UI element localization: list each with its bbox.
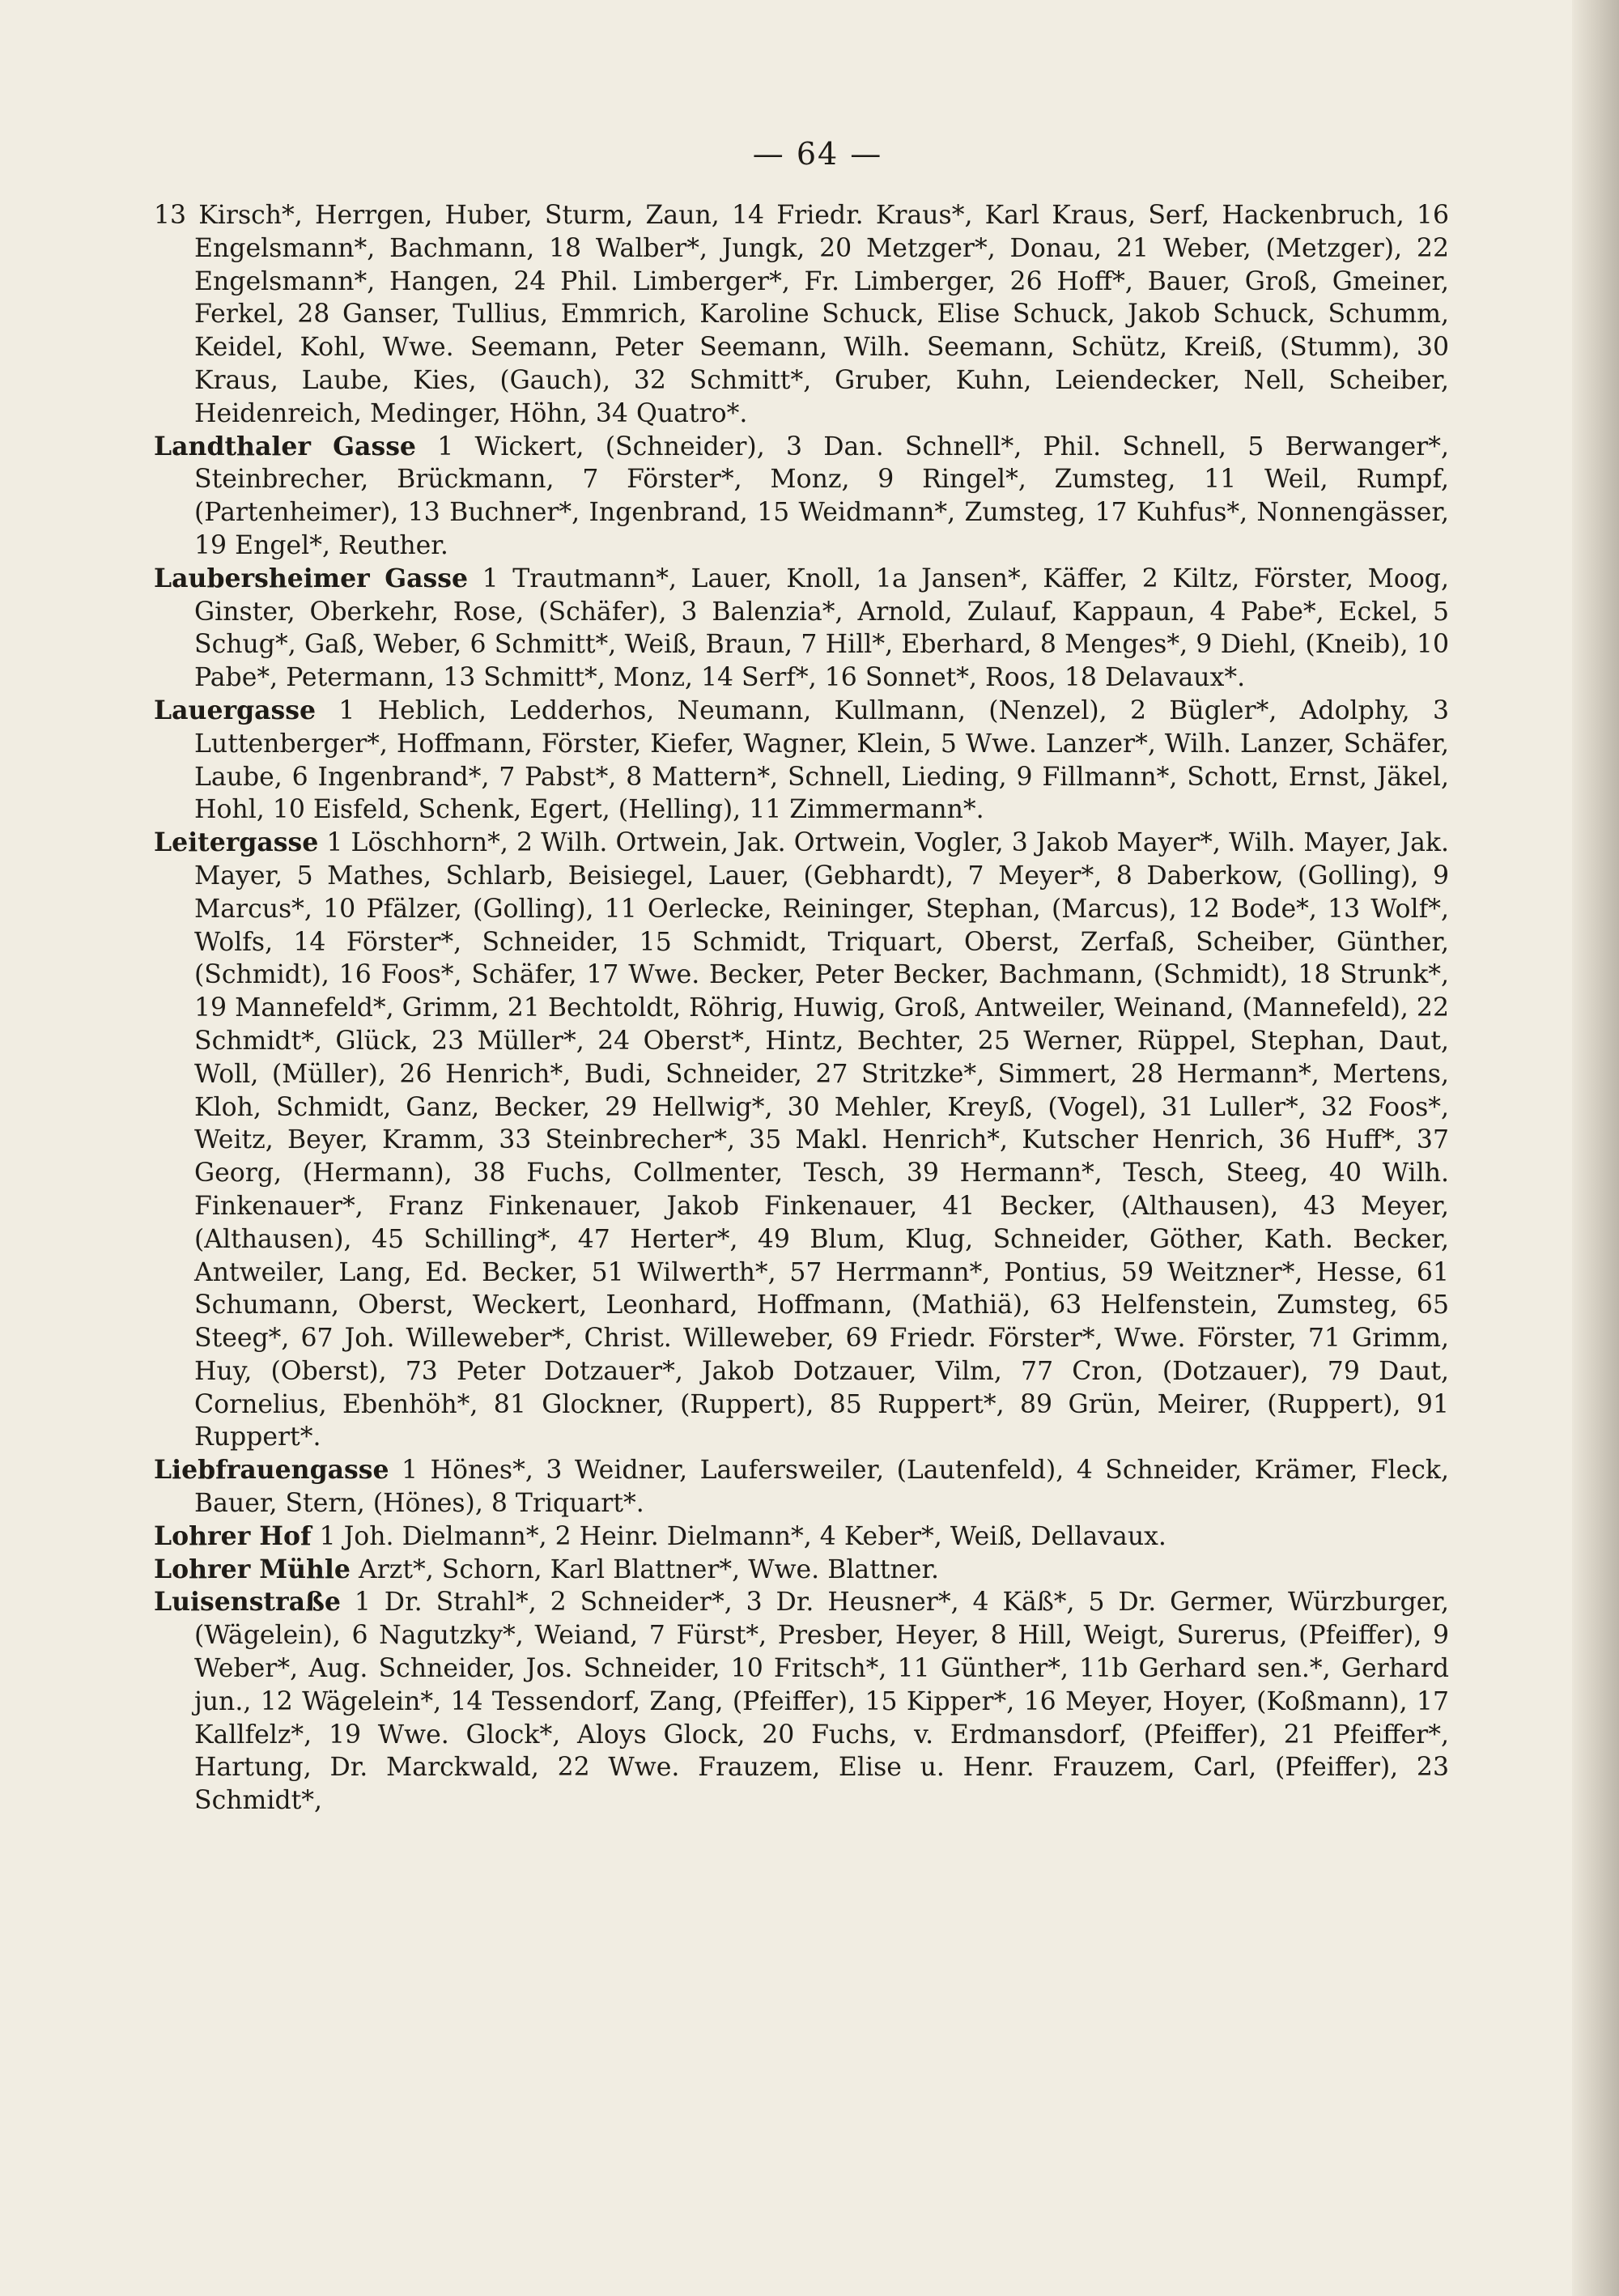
- entry-text: 1 Wickert, (Schneider), 3 Dan. Schnell*, Phil. Schnell, 5 Berwanger*, Steinbrecher, Brückmann, 7 Förster*, Monz, 9 Ringel*, Zumsteg, 11 Weil, Rumpf, (Partenheimer), 13 Buchner*, Ingenbrand, 15 Weidmann*, Zumsteg, 17 Kuhfus*, Nonnengässer, 19 Engel*, Reuther.: [194, 432, 1449, 560]
- entry-landthaler-gasse: [154, 431, 1449, 563]
- street-heading: Lohrer Hof: [154, 1520, 312, 1551]
- entry-text: 1 Heblich, Ledderhos, Neumann, Kullmann, (Nenzel), 2 Bügler*, Adolphy, 3 Luttenberger*, Hoffmann, Förster, Kiefer, Wagner, Klein, 5 Wwe. Lanzer*, Wilh. Lanzer, Schäfer, Laube, 6 Ingenbrand*, 7 Pabst*, 8 Mattern*, Schnell, Lieding, 9 Fillmann*, Schott, Ernst, Jäkel, Hohl, 10 Eisfeld, Schenk, Egert, (Helling), 11 Zimmermann*.: [194, 695, 1449, 825]
- entry-lohrer-muehle: [154, 1554, 1449, 1587]
- page-number: — 64 —: [752, 136, 883, 172]
- entry-text: 1 Löschhorn*, 2 Wilh. Ortwein, Jak. Ortwein, Vogler, 3 Jakob Mayer*, Wilh. Mayer, Jak. Mayer, 5 Mathes, Schlarb, Beisiegel, Lauer, (Gebhardt), 7 Meyer*, 8 Daberkow, (Golling), 9 Marcus*, 10 Pfälzer, (Golling), 11 Oerlecke, Reininger, Stephan, (Marcus), 12 Bode*, 13 Wolf*, Wolfs, 14 Förster*, Schneider, 15 Schmidt, Triquart, Oberst, Zerfaß, Scheiber, Günther, (Schmidt), 16 Foos*, Schäfer, 17 Wwe. Becker, Peter Becker, Bachmann, (Schmidt), 18 Strunk*, 19 Mannefeld*, Grimm, 21 Bechtoldt, Röhrig, Huwig, Groß, Antweiler, Weinand, (Mannefeld), 22 Schmidt*, Glück, 23 Müller*, 24 Oberst*, Hintz, Bechter, 25 Werner, Rüppel, Stephan, Daut, Woll, (Müller), 26 Henrich*, Budi, Schneider, 27 Stritzke*, Simmert, 28 Hermann*, Mertens, Kloh, Schmidt, Ganz, Becker, 29 Hellwig*, 30 Mehler, Kreyß, (Vogel), 31 Luller*, 32 Foos*, Weitz, Beyer, Kramm, 33 Steinbrecher*, 35 Makl. Henrich*, Kutscher Henrich, 36 Huff*, 37 Georg, (Hermann), 38 Fuchs, Collmenter, Tesch, 39 Hermann*, Tesch, Steeg, 40 Wilh. Finkenauer*, Franz Finkenauer, Jakob Finkenauer, 41 Becker, (Althausen), 43 Meyer, (Althausen), 45 Schilling*, 47 Herter*, 49 Blum, Klug, Schneider, Göther, Kath. Becker, Antweiler, Lang, Ed. Becker, 51 Wilwerth*, 57 Herrmann*, Pontius, 59 Weitzner*, Hesse, 61 Schumann, Oberst, Weckert, Leonhard, Hoffmann, (Mathiä), 63 Helfenstein, Zumsteg, 65 Steeg*, 67 Joh. Willeweber*, Christ. Willeweber, 69 Friedr. Förster*, Wwe. Förster, 71 Grimm, Huy, (Oberst), 73 Peter Dotzauer*, Jakob Dotzauer, Vilm, 77 Cron, (Dotzauer), 79 Daut, Cornelius, Ebenhöh*, 81 Glockner, (Ruppert), 85 Ruppert*, 89 Grün, Meirer, (Ruppert), 91 Ruppert*.: [194, 828, 1450, 1452]
- entry-text: Arzt*, Schorn, Karl Blattner*, Wwe. Blattner.: [358, 1554, 940, 1584]
- street-heading: Lauergasse: [154, 695, 317, 725]
- entry-text: 1 Joh. Dielmann*, 2 Heinr. Dielmann*, 4 Keber*, Weiß, Dellavaux.: [319, 1521, 1166, 1551]
- entry-lauergasse: [154, 695, 1449, 827]
- street-heading: Leitergasse: [154, 827, 319, 858]
- entry-laubersheimer-gasse: [154, 563, 1449, 695]
- street-heading: Lohrer Mühle: [154, 1554, 351, 1584]
- street-heading: Landthaler Gasse: [154, 431, 416, 461]
- book-spine-edge: [1572, 0, 1619, 2296]
- page: [154, 136, 1449, 1818]
- street-heading: Liebfrauengasse: [154, 1455, 389, 1486]
- entry-liebfrauengasse: [154, 1454, 1449, 1520]
- street-heading: Luisenstraße: [154, 1587, 341, 1618]
- entry-leitergasse: [154, 827, 1449, 1454]
- entry-text: 1 Dr. Strahl*, 2 Schneider*, 3 Dr. Heusner*, 4 Käß*, 5 Dr. Germer, Würzburger, (Wägelein), 6 Nagutzky*, Weiand, 7 Fürst*, Presber, Heyer, 8 Hill, Weigt, Surerus, (Pfeiffer), 9 Weber*, Aug. Schneider, Jos. Schneider, 10 Fritsch*, 11 Günther*, 11b Gerhard sen.*, Gerhard jun., 12 Wägelein*, 14 Tessendorf, Zang, (Pfeiffer), 15 Kipper*, 16 Meyer, Hoyer, (Koßmann), 17 Kallfelz*, 19 Wwe. Glock*, Aloys Glock, 20 Fuchs, v. Erdmansdorf, (Pfeiffer), 21 Pfeiffer*, Hartung, Dr. Marckwald, 22 Wwe. Frauzem, Elise u. Henr. Frauzem, Carl, (Pfeiffer), 23 Schmidt*,: [194, 1588, 1449, 1816]
- entry-continuation: [154, 199, 1449, 431]
- entry-text: 13 Kirsch*, Herrgen, Huber, Sturm, Zaun, 14 Friedr. Kraus*, Karl Kraus, Serf, Hackenbruch, 16 Engelsmann*, Bachmann, 18 Walber*, Jungk, 20 Metzger*, Donau, 21 Weber, (Metzger), 22 Engelsmann*, Hangen, 24 Phil. Limberger*, Fr. Limberger, 26 Hoff*, Bauer, Groß, Gmeiner, Ferkel, 28 Ganser, Tullius, Emmrich, Karoline Schuck, Elise Schuck, Jakob Schuck, Schumm, Keidel, Kohl, Wwe. Seemann, Peter Seemann, Wilh. Seemann, Schütz, Kreiß, (Stumm), 30 Kraus, Laube, Kies, (Gauch), 32 Schmitt*, Gruber, Kuhn, Leiendecker, Nell, Scheiber, Heidenreich, Medinger, Höhn, 34 Quatro*.: [154, 201, 1449, 428]
- street-heading: Laubersheimer Gasse: [154, 563, 469, 593]
- entry-text: 1 Hönes*, 3 Weidner, Laufersweiler, (Lautenfeld), 4 Schneider, Krämer, Fleck, Bauer, Stern, (Hönes), 8 Triquart*.: [194, 1456, 1450, 1519]
- entry-luisenstrasse: [154, 1586, 1449, 1818]
- entry-text: 1 Trautmann*, Lauer, Knoll, 1a Jansen*, Käffer, 2 Kiltz, Förster, Moog, Ginster, Oberkehr, Rose, (Schäfer), 3 Balenzia*, Arnold, Zulauf, Kappaun, 4 Pabe*, Eckel, 5 Schug*, Gaß, Weber, 6 Schmitt*, Weiß, Braun, 7 Hill*, Eberhard, 8 Menges*, 9 Diehl, (Kneib), 10 Pabe*, Petermann, 13 Schmitt*, Monz, 14 Serf*, 16 Sonnet*, Roos, 18 Delavaux*.: [194, 563, 1449, 693]
- entry-lohrer-hof: [154, 1520, 1449, 1554]
